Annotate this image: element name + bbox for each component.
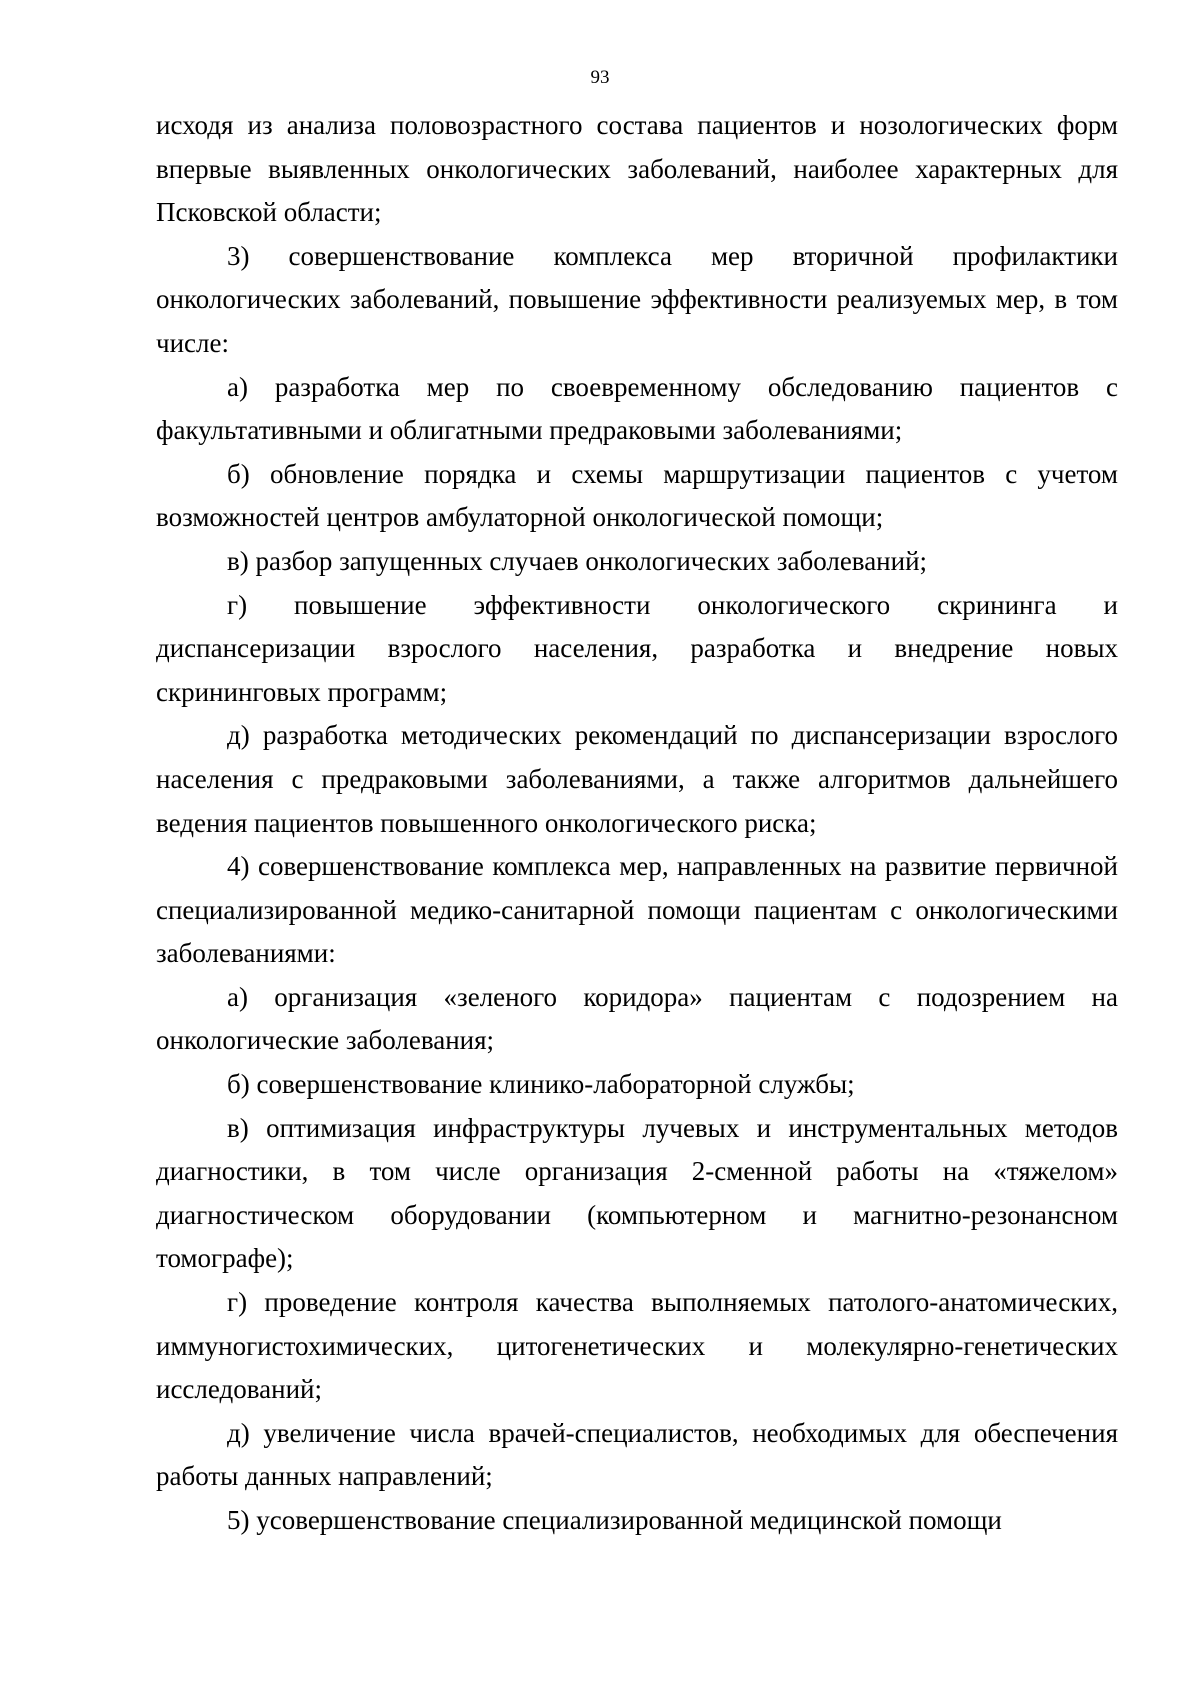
paragraph-item-3: 3) совершенствование комплекса мер вторичной профилактики онкологических заболеваний, повышение эффективности реализуемых мер, в том числе:: [156, 240, 1118, 358]
paragraph-item-4g: г) проведение контроля качества выполняемых патолого-анатомических, иммуногистохимических, цитогенетических и молекулярно-генетических исследований;: [156, 1287, 1118, 1405]
paragraph-item-3b: б) обновление порядка и схемы маршрутизации пациентов с учетом возможностей центров амбулаторной онкологической помощи;: [156, 458, 1118, 533]
paragraph-item-3v: в) разбор запущенных случаев онкологических заболеваний;: [227, 545, 928, 576]
paragraph-item-4b: б) совершенствование клинико-лабораторной службы;: [227, 1069, 855, 1100]
paragraph-item-5: 5) усовершенствование специализированной медицинской помощи: [227, 1505, 1002, 1535]
document-body: [156, 104, 1118, 1543]
paragraph-item-4a: а) организация «зеленого коридора» пациентам с подозрением на онкологические заболевания;: [156, 981, 1118, 1056]
paragraph-item-4v: в) оптимизация инфраструктуры лучевых и инструментальных методов диагностики, в том числе организация 2-сменной работы на «тяжелом» диагностическом оборудовании (компьютерном и магнитно-резонансном томографе);: [156, 1112, 1118, 1274]
paragraph-item-4d: д) увеличение числа врачей-специалистов, необходимых для обеспечения работы данных направлений;: [156, 1417, 1118, 1492]
paragraph-continuation: исходя из анализа половозрастного состава пациентов и нозологических форм впервые выявленных онкологических заболеваний, наиболее характерных для Псковской области;: [156, 110, 1118, 228]
paragraph-item-3a: а) разработка мер по своевременному обследованию пациентов с факультативными и облигатными предраковыми заболеваниями;: [156, 371, 1118, 446]
paragraph-item-3g: г) повышение эффективности онкологического скрининга и диспансеризации взрослого населения, разработка и внедрение новых скрининговых программ;: [156, 589, 1118, 707]
paragraph-item-3d: д) разработка методических рекомендаций по диспансеризации взрослого населения с предраковыми заболеваниями, а также алгоритмов дальнейшего ведения пациентов повышенного онкологического риска;: [156, 720, 1118, 838]
page-number: 93: [590, 67, 610, 88]
paragraph-item-4: 4) совершенствование комплекса мер, направленных на развитие первичной специализированной медико-санитарной помощи пациентам с онкологическими заболеваниями:: [156, 851, 1118, 969]
